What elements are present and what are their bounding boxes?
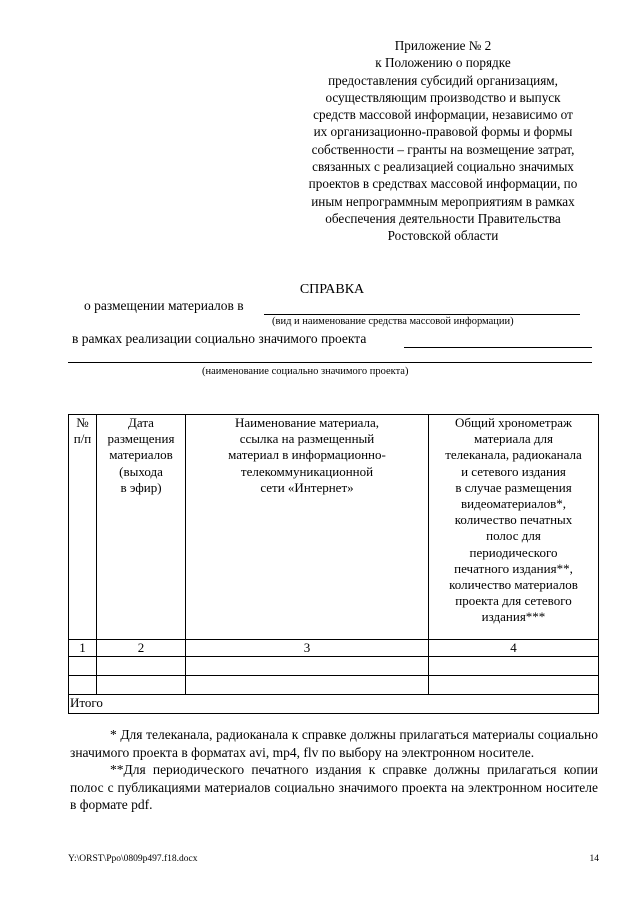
annex-line: к Положению о порядке	[375, 55, 511, 71]
materials-table	[68, 414, 599, 714]
annex-line: обеспечения деятельности Правительства	[325, 210, 561, 226]
annex-line: осуществляющим производство и выпуск	[325, 89, 561, 105]
table-number-row	[69, 640, 599, 657]
project-name-hint: (наименование социально значимого проекта)	[202, 366, 409, 377]
project-name-line-full	[68, 362, 592, 363]
annex-line: проектов в средствах массовой информации, по	[308, 176, 578, 192]
table-cell	[97, 676, 186, 695]
annex-line: предоставления субсидий организациям,	[328, 72, 558, 88]
table-cell	[429, 657, 599, 676]
column-number: 1	[69, 640, 97, 657]
project-label: в рамках реализации социально значимого проекта	[72, 331, 367, 346]
table-row	[69, 676, 599, 695]
placement-label: о размещении материалов в	[84, 298, 244, 313]
column-number: 3	[186, 640, 429, 657]
project-name-line	[404, 347, 592, 348]
header-cell-material: Наименование материала, ссылка на размещенный материал в информационно- телекоммуникационной сети «Интернет»	[186, 415, 429, 640]
footnotes	[70, 726, 598, 814]
table-cell	[69, 657, 97, 676]
annex-line: иным непрограммным мероприятиям в рамках	[311, 193, 575, 209]
document-title: СПРАВКА	[299, 282, 365, 297]
annex-line: связанных с реализацией социально значимых	[312, 159, 574, 175]
annex-line: собственности – гранты на возмещение затрат,	[311, 141, 575, 157]
annex-line: средств массовой информации, независимо от	[313, 107, 573, 123]
table-cell	[186, 676, 429, 695]
table-header-row	[69, 415, 599, 640]
table-cell	[429, 676, 599, 695]
table-cell	[186, 657, 429, 676]
total-label: Итого	[69, 695, 599, 714]
annex-line: Ростовской области	[387, 228, 499, 244]
annex-line: их организационно-правовой формы и формы	[313, 124, 573, 140]
header-cell-number: № п/п	[69, 415, 97, 640]
footer-page-number: 14	[589, 854, 599, 864]
footer-file-path: Y:\ORST\Ppo\0809p497.f18.docx	[68, 854, 198, 864]
header-cell-date: Дата размещения материалов (выхода в эфир)	[97, 415, 186, 640]
placement-media-line	[264, 314, 580, 315]
table-cell	[97, 657, 186, 676]
table-cell	[69, 676, 97, 695]
placement-media-hint: (вид и наименование средства массовой информации)	[272, 316, 514, 327]
annex-heading	[285, 37, 601, 245]
table-row	[69, 657, 599, 676]
table-total-row	[69, 695, 599, 714]
column-number: 2	[97, 640, 186, 657]
header-cell-timing: Общий хронометраж материала для телеканала, радиоканала и сетевого издания в случае размещения видеоматериалов*, количество печатных полос для периодического печатного издания**, количество материалов проекта для сетевого издания***	[429, 415, 599, 640]
column-number: 4	[429, 640, 599, 657]
footnote-1: * Для телеканала, радиоканала к справке должны прилагаться материалы социально значимого проекта в форматах avi, mp4, flv по выбору на электронном носителе.	[70, 727, 598, 760]
annex-line: Приложение № 2	[394, 38, 492, 53]
footnote-2: **Для периодического печатного издания к справке должны прилагаться копии полос с публикациями материалов социально значимого проекта на электронном носителе в формате pdf.	[70, 762, 598, 812]
